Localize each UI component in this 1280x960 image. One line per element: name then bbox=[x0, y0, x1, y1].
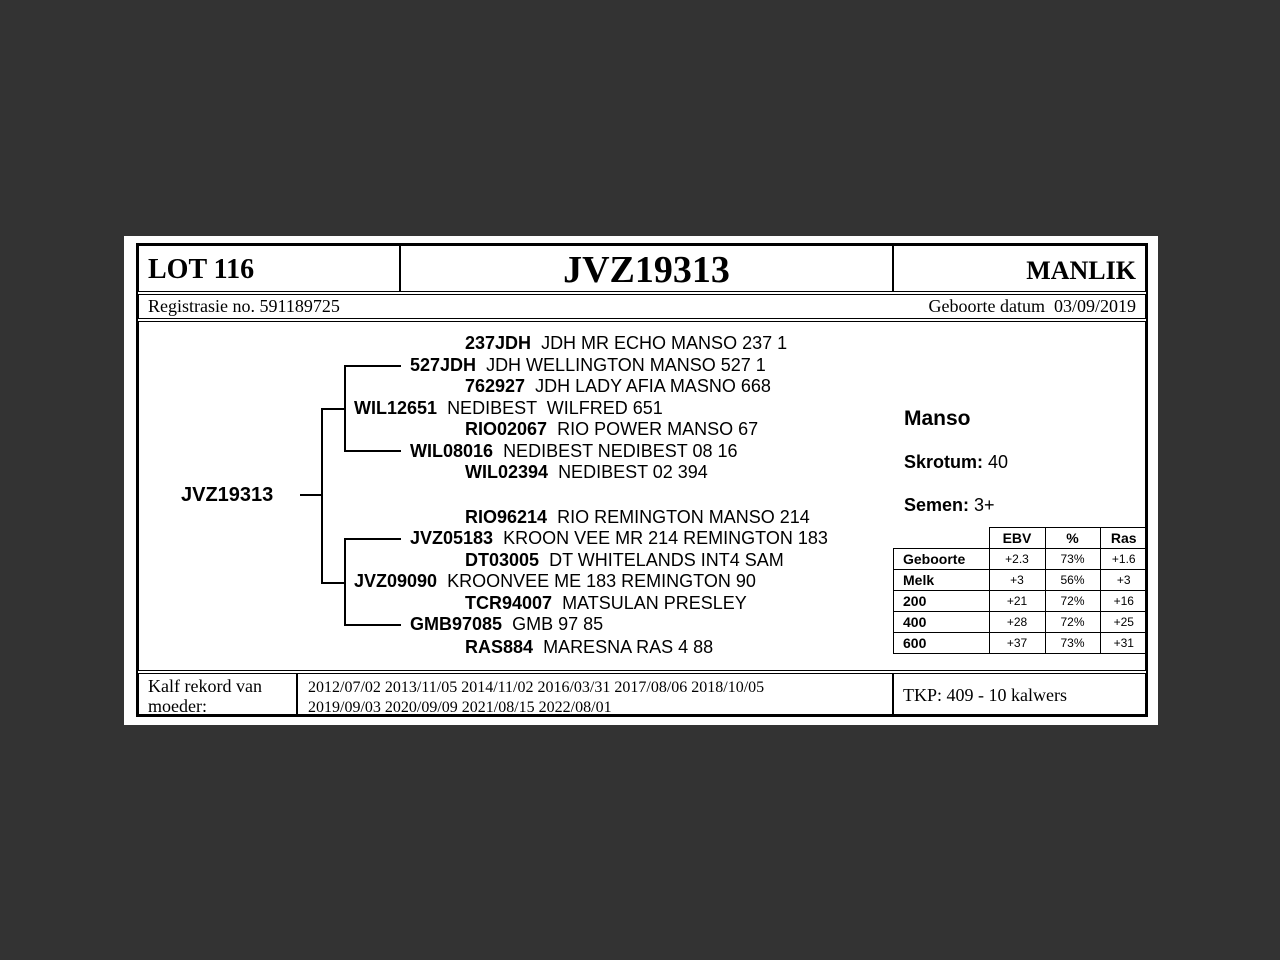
ebv-row bbox=[894, 570, 1148, 591]
ebv-value: +37 bbox=[989, 633, 1045, 654]
dam-bracket bbox=[344, 538, 346, 626]
pedigree-name: NEDIBEST 02 394 bbox=[558, 462, 708, 482]
calving-label-cell bbox=[138, 673, 298, 715]
semen-label: Semen: bbox=[904, 495, 970, 515]
sire-bracket bbox=[344, 365, 346, 452]
pedigree-name: NEDIBEST WILFRED 651 bbox=[447, 398, 663, 418]
ebv-row bbox=[894, 612, 1148, 633]
pedigree-code: 237JDH bbox=[465, 333, 532, 353]
ebv-value: +21 bbox=[989, 591, 1045, 612]
ebv-value: +2.3 bbox=[989, 549, 1045, 570]
pedigree-name: JDH LADY AFIA MASNO 668 bbox=[535, 376, 771, 396]
tkp-info: TKP: 409 - 10 kalwers bbox=[903, 685, 1067, 705]
registration-label: Registrasie no. bbox=[148, 296, 255, 316]
pedigree-dam bbox=[354, 571, 756, 592]
calving-dates-line1: 2012/07/02 2013/11/05 2014/11/02 2016/03/31 2017/08/06 2018/10/05 bbox=[308, 679, 765, 696]
pedigree-code: GMB97085 bbox=[410, 614, 503, 634]
pedigree-name: RIO POWER MANSO 67 bbox=[557, 419, 759, 439]
pedigree-dam-sire bbox=[410, 528, 828, 549]
pedigree-code: JVZ05183 bbox=[410, 528, 494, 548]
pedigree-name: JDH WELLINGTON MANSO 527 1 bbox=[486, 355, 766, 375]
calving-label-line2: moeder: bbox=[148, 696, 207, 716]
semen-info bbox=[904, 495, 995, 516]
pedigree-code: WIL02394 bbox=[465, 462, 549, 482]
ebv-row-label: 200 bbox=[894, 591, 990, 612]
pedigree-dam-dam-dam bbox=[465, 637, 713, 658]
registration-row bbox=[138, 294, 1146, 319]
ebv-breed-avg: +16 bbox=[1100, 591, 1148, 612]
ebv-row-label: Geboorte bbox=[894, 549, 990, 570]
ebv-breed-avg: +31 bbox=[1100, 633, 1148, 654]
ebv-header: Ras bbox=[1100, 528, 1148, 549]
pedigree-dam-sire-dam bbox=[465, 550, 784, 571]
dam-dam-connector bbox=[344, 624, 401, 626]
ebv-row-label: Melk bbox=[894, 570, 990, 591]
pedigree-name: MATSULAN PRESLEY bbox=[562, 593, 747, 613]
breed-name: Manso bbox=[904, 407, 971, 430]
lot-cell bbox=[138, 245, 401, 292]
subject-connector bbox=[300, 494, 322, 496]
scrotum-info bbox=[904, 452, 1008, 473]
pedigree-sire-dam bbox=[410, 441, 738, 462]
pedigree-code: DT03005 bbox=[465, 550, 540, 570]
pedigree-dam-sire-sire bbox=[465, 507, 810, 528]
birth-date-label: Geboorte datum bbox=[928, 296, 1045, 316]
ebv-accuracy: 72% bbox=[1045, 612, 1100, 633]
animal-id-cell bbox=[399, 245, 894, 292]
ebv-table bbox=[893, 527, 1148, 654]
birth-date: 03/09/2019 bbox=[1053, 296, 1136, 316]
ebv-header-row bbox=[894, 528, 1148, 549]
ebv-row bbox=[894, 549, 1148, 570]
pedigree-subject: JVZ19313 bbox=[181, 484, 274, 506]
dam-connector bbox=[321, 582, 344, 584]
lot-number: LOT 116 bbox=[148, 254, 255, 285]
main-bracket bbox=[321, 408, 323, 584]
animal-sex: MANLIK bbox=[1026, 256, 1136, 285]
ebv-row bbox=[894, 633, 1148, 654]
pedigree-section bbox=[138, 321, 1146, 671]
card-frame bbox=[136, 243, 1148, 717]
ebv-value: +3 bbox=[989, 570, 1045, 591]
scrotum-label: Skrotum: bbox=[904, 452, 984, 472]
pedigree-sire bbox=[354, 398, 663, 419]
ebv-header: EBV bbox=[989, 528, 1045, 549]
pedigree-name: KROONVEE ME 183 REMINGTON 90 bbox=[447, 571, 756, 591]
ebv-value: +28 bbox=[989, 612, 1045, 633]
ebv-header: % bbox=[1045, 528, 1100, 549]
registration-number: 591189725 bbox=[259, 296, 340, 316]
pedigree-code: WIL12651 bbox=[354, 398, 438, 418]
ebv-breed-avg: +25 bbox=[1100, 612, 1148, 633]
pedigree-name: DT WHITELANDS INT4 SAM bbox=[549, 550, 784, 570]
pedigree-name: JDH MR ECHO MANSO 237 1 bbox=[541, 333, 788, 353]
sire-connector bbox=[321, 408, 344, 410]
pedigree-name: RIO REMINGTON MANSO 214 bbox=[557, 507, 810, 527]
sire-sire-connector bbox=[344, 365, 401, 367]
calving-dates-cell bbox=[296, 673, 894, 715]
semen-value: 3+ bbox=[974, 495, 995, 515]
pedigree-code: 762927 bbox=[465, 376, 526, 396]
pedigree-code: 527JDH bbox=[410, 355, 477, 375]
sire-dam-connector bbox=[344, 450, 401, 452]
pedigree-dam-dam-sire bbox=[465, 593, 747, 614]
ebv-accuracy: 73% bbox=[1045, 633, 1100, 654]
animal-id: JVZ19313 bbox=[563, 249, 730, 291]
sex-cell bbox=[892, 245, 1146, 292]
lot-card bbox=[124, 236, 1158, 725]
pedigree-sire-sire-dam bbox=[465, 376, 771, 397]
ebv-row-label: 400 bbox=[894, 612, 990, 633]
tkp-cell bbox=[892, 673, 1146, 715]
pedigree-sire-dam-dam bbox=[465, 462, 708, 483]
dam-sire-connector bbox=[344, 538, 401, 540]
pedigree-name: MARESNA RAS 4 88 bbox=[543, 637, 714, 657]
pedigree-sire-sire bbox=[410, 355, 766, 376]
calving-label bbox=[148, 676, 262, 716]
pedigree-dam-dam bbox=[410, 614, 603, 635]
pedigree-code: WIL08016 bbox=[410, 441, 494, 461]
ebv-breed-avg: +3 bbox=[1100, 570, 1148, 591]
ebv-breed-avg: +1.6 bbox=[1100, 549, 1148, 570]
birth-date-info bbox=[929, 296, 1136, 317]
registration-info bbox=[148, 296, 340, 317]
pedigree-name: NEDIBEST NEDIBEST 08 16 bbox=[503, 441, 738, 461]
ebv-accuracy: 56% bbox=[1045, 570, 1100, 591]
ebv-row bbox=[894, 591, 1148, 612]
pedigree-code: RIO02067 bbox=[465, 419, 548, 439]
ebv-header-blank bbox=[894, 528, 990, 549]
calving-label-line1: Kalf rekord van bbox=[148, 676, 262, 696]
calving-dates bbox=[308, 678, 764, 718]
pedigree-code: JVZ09090 bbox=[354, 571, 438, 591]
ebv-row-label: 600 bbox=[894, 633, 990, 654]
pedigree-sire-sire-sire bbox=[465, 333, 787, 354]
ebv-accuracy: 73% bbox=[1045, 549, 1100, 570]
ebv-accuracy: 72% bbox=[1045, 591, 1100, 612]
pedigree-code: RIO96214 bbox=[465, 507, 548, 527]
pedigree-code: RAS884 bbox=[465, 637, 534, 657]
pedigree-code: TCR94007 bbox=[465, 593, 553, 613]
pedigree-name: KROON VEE MR 214 REMINGTON 183 bbox=[503, 528, 828, 548]
calving-dates-line2: 2019/09/03 2020/09/09 2021/08/15 2022/08/01 bbox=[308, 699, 612, 716]
pedigree-name: GMB 97 85 bbox=[512, 614, 604, 634]
pedigree-sire-dam-sire bbox=[465, 419, 758, 440]
scrotum-value: 40 bbox=[988, 452, 1009, 472]
